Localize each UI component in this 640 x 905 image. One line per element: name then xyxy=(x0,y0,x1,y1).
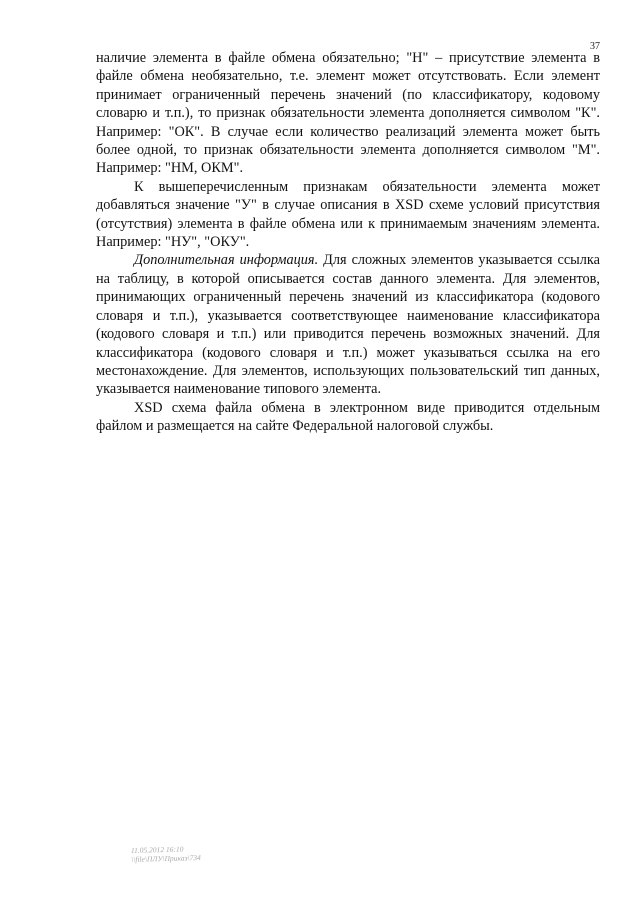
print-stamp-path: \\file\ПЛУ\Приказ\734 xyxy=(131,853,201,864)
paragraph-additional-info xyxy=(96,251,600,398)
paragraph-condition-flag: К вышеперечисленным признакам обязательности элемента может добавляться значение "У" в случае описания в XSD схеме условий присутствия (отсутствия) элемента в файле обмена или к принимаемым значениям элемента. Например: "НУ", "ОКУ". xyxy=(96,178,600,251)
document-body xyxy=(96,49,600,436)
paragraph-xsd-schema: XSD схема файла обмена в электронном виде приводится отдельным файлом и размещается на сайте Федеральной налоговой службы. xyxy=(96,399,600,435)
additional-info-heading: Дополнительная информация. xyxy=(134,252,319,269)
print-stamp-date: 11.05.2012 16:10 xyxy=(130,844,184,855)
paragraph-mandatory-flags: наличие элемента в файле обмена обязательно; "Н" – присутствие элемента в файле обмена необязательно, т.е. элемент может отсутствовать. Если элемент принимает ограниченный перечень значений (по классификатору, кодовому словарю и т.п.), то признак обязательности элемента дополняется символом "К". Например: "ОК". В случае если количество реализаций элемента может быть более одной, то признак обязательности элемента дополняется символом "М". Например: "НМ, ОКМ". xyxy=(96,50,600,177)
page-number: 37 xyxy=(590,41,600,52)
print-stamp xyxy=(131,844,201,864)
additional-info-text: Для сложных элементов указывается ссылка на таблицу, в которой описывается состав данного элемента. Для элементов, принимающих ограниченный перечень значений из классификатора (кодового словаря и т.п.), указывается соответствующее наименование классификатора (кодового словаря и т.п.) или приводится перечень возможных значений. Для классификатора (кодового словаря и т.п.) может указываться ссылка на его местонахождение. Для элементов, использующих пользовательский тип данных, указывается наименование типового элемента. xyxy=(96,252,600,398)
